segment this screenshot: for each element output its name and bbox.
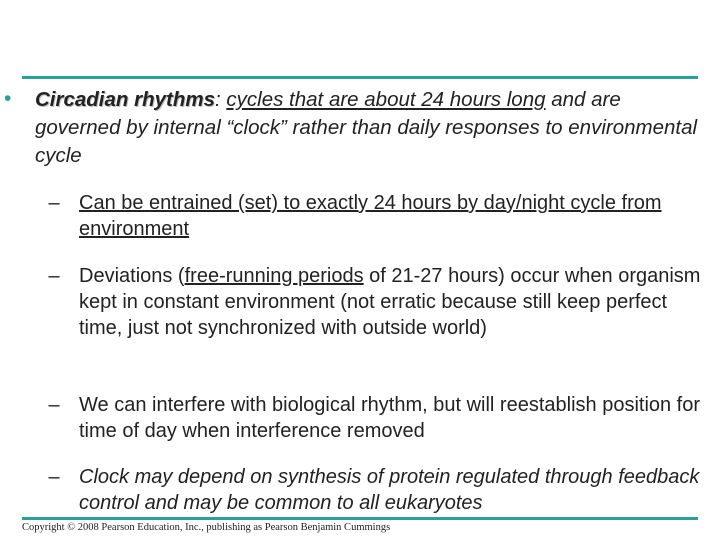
copyright-footer: Copyright © 2008 Pearson Education, Inc., publishing as Pearson Benjamin Cummings bbox=[22, 522, 391, 533]
dash-icon: – bbox=[48, 466, 60, 488]
sub-bullet-interfere bbox=[40, 392, 710, 444]
sub-bullet-entrained bbox=[40, 190, 710, 242]
free-running-periods-term: free-running periods bbox=[184, 265, 364, 287]
sub-bullet-clock bbox=[40, 464, 710, 516]
main-bullet-icon: • bbox=[4, 87, 12, 110]
term-circadian-rhythms: Circadian rhythms bbox=[35, 88, 215, 111]
bottom-divider bbox=[22, 517, 698, 520]
sub-bullet-text: Can be entrained (set) to exactly 24 hours by day/night cycle from environment bbox=[79, 192, 662, 240]
dash-icon: – bbox=[48, 192, 60, 214]
dash-icon: – bbox=[48, 394, 60, 416]
sub-bullet-text-after: of 21-27 hours) occur when organism kept in constant environment (not erratic because still keep perfect time, just not synchronized with outside world) bbox=[79, 265, 701, 339]
definition-rest: and are governed by internal “clock” rather than daily responses to environmental cycle bbox=[35, 88, 698, 167]
sub-bullet-deviations bbox=[40, 263, 710, 341]
top-divider bbox=[22, 76, 698, 79]
sub-bullet-text: Clock may depend on synthesis of protein regulated through feedback control and may be common to all eukaryotes bbox=[79, 466, 700, 514]
sub-bullet-text-before: Deviations ( bbox=[79, 265, 185, 287]
term-colon: : bbox=[215, 88, 227, 111]
main-bullet-text bbox=[35, 86, 707, 170]
dash-icon: – bbox=[48, 265, 60, 287]
definition-underlined: cycles that are about 24 hours long bbox=[226, 88, 546, 111]
sub-bullet-text: We can interfere with biological rhythm, but will reestablish position for time of day when interference removed bbox=[79, 394, 701, 442]
